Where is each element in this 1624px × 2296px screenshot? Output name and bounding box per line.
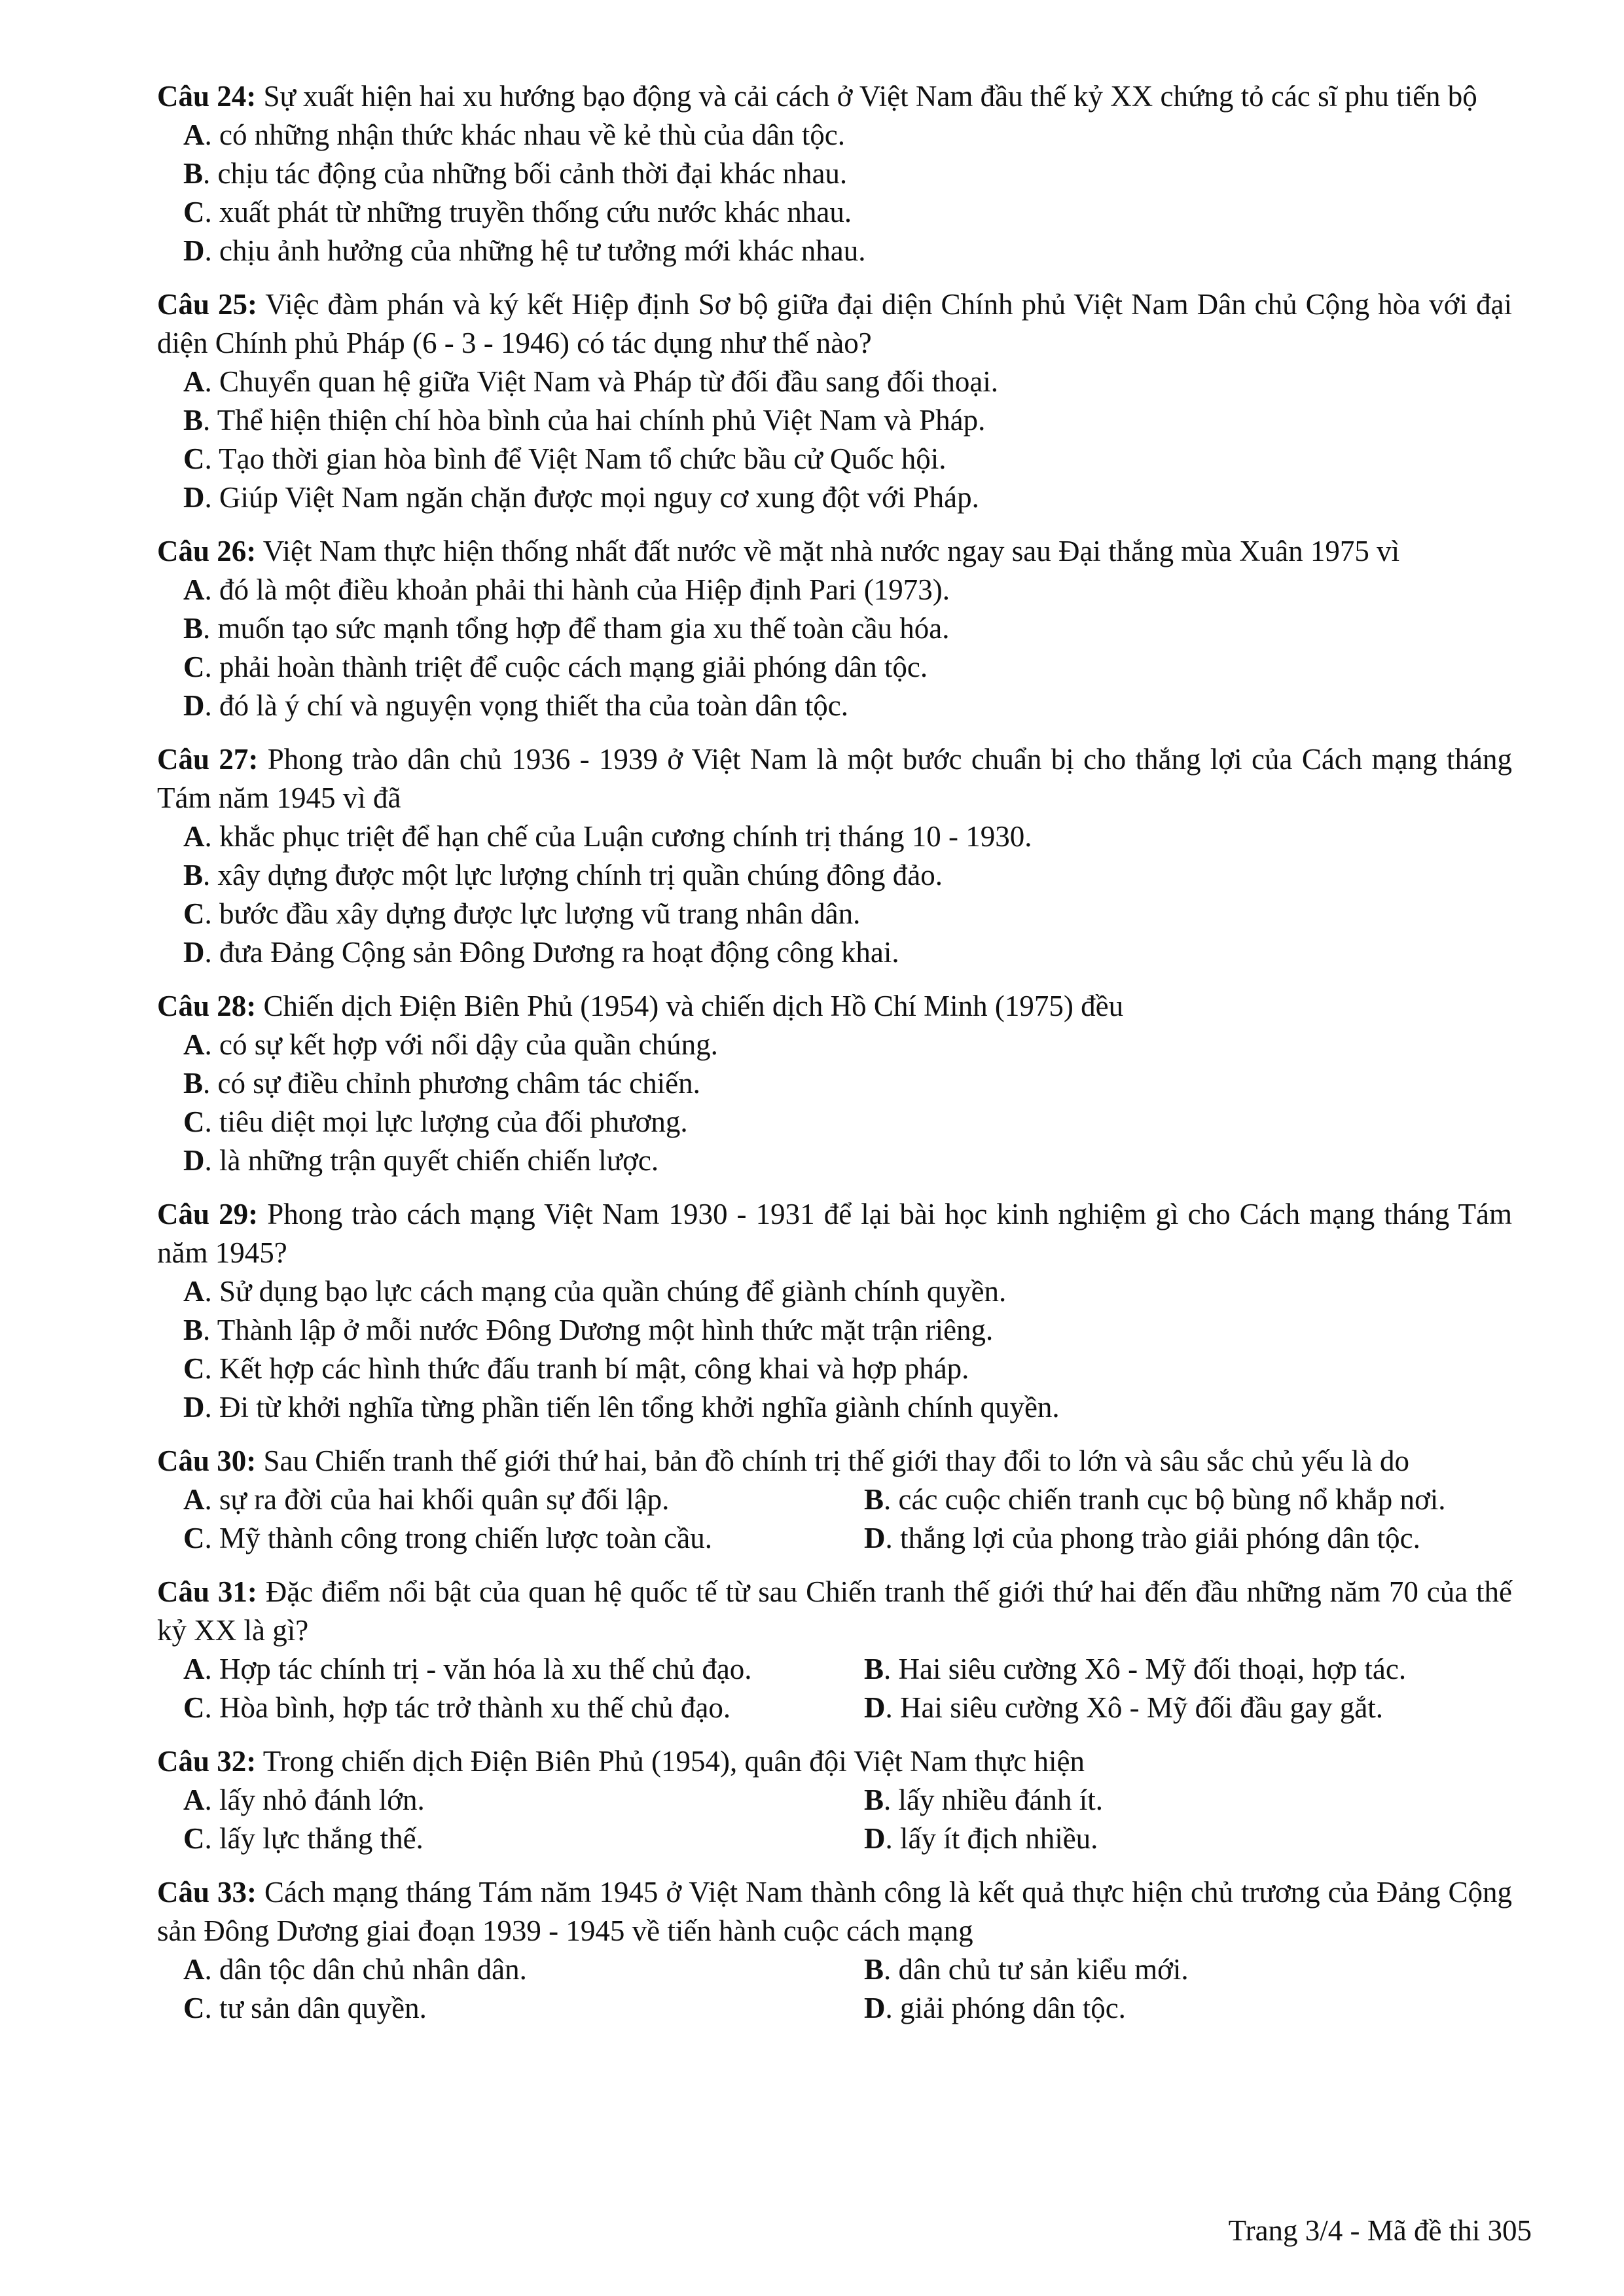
question-number: Câu 25:	[157, 288, 258, 321]
option-text: . sự ra đời của hai khối quân sự đối lập.	[204, 1483, 670, 1516]
option-letter: B	[183, 1067, 204, 1100]
option-letter: C	[183, 897, 205, 930]
option-d	[183, 1388, 1512, 1427]
option-c	[183, 440, 1512, 478]
question-text: Cách mạng tháng Tám năm 1945 ở Việt Nam thành công là kết quả thực hiện chủ trương của Đảng Cộng sản Đông Dương giai đoạn 1939 - 1945 về tiến hành cuộc cách mạng	[157, 1876, 1513, 1947]
option-letter: A	[183, 1953, 205, 1986]
question-number: Câu 24:	[157, 80, 257, 113]
option-c	[183, 193, 1512, 232]
option-c	[183, 895, 1512, 933]
option-text: . Hòa bình, hợp tác trở thành xu thế chủ đạo.	[204, 1691, 731, 1724]
question-text: Chiến dịch Điện Biên Phủ (1954) và chiến dịch Hồ Chí Minh (1975) đều	[263, 990, 1124, 1022]
options-grid	[157, 1781, 1512, 1858]
option-a	[183, 1026, 1512, 1064]
option-letter: B	[864, 1784, 884, 1816]
question-32	[157, 1742, 1512, 1858]
question-33	[157, 1873, 1512, 2028]
options-grid	[157, 1480, 1512, 1558]
page-footer: Trang 3/4 - Mã đề thi 305	[1228, 2214, 1532, 2247]
option-c	[183, 1350, 1512, 1388]
option-text: . là những trận quyết chiến chiến lược.	[204, 1144, 659, 1177]
option-text: . tiêu diệt mọi lực lượng của đối phương.	[204, 1105, 688, 1138]
question-text: Việt Nam thực hiện thống nhất đất nước về mặt nhà nước ngay sau Đại thắng mùa Xuân 1975 vì	[262, 535, 1400, 567]
option-letter: D	[183, 936, 205, 969]
option-letter: B	[864, 1483, 884, 1516]
question-text: Sau Chiến tranh thế giới thứ hai, bản đồ chính trị thế giới thay đổi to lớn và sâu sắc chủ yếu là do	[263, 1444, 1409, 1477]
option-letter: C	[183, 1691, 205, 1724]
option-text: . giải phóng dân tộc.	[885, 1992, 1126, 2024]
option-letter: D	[183, 1144, 205, 1177]
option-a	[183, 1781, 864, 1820]
option-text: . đó là ý chí và nguyện vọng thiết tha của toàn dân tộc.	[204, 689, 848, 722]
question-number: Câu 33:	[157, 1876, 257, 1909]
option-letter: B	[183, 612, 204, 645]
option-letter: C	[183, 1822, 205, 1855]
question-number: Câu 31:	[157, 1575, 257, 1608]
question-stem	[157, 532, 1512, 571]
option-a	[183, 1650, 864, 1689]
question-26	[157, 532, 1512, 725]
option-text: . lấy nhỏ đánh lớn.	[204, 1784, 425, 1816]
option-text: . lấy nhiều đánh ít.	[884, 1784, 1103, 1816]
option-text: . Giúp Việt Nam ngăn chặn được mọi nguy cơ xung đột với Pháp.	[204, 481, 979, 514]
option-text: . Chuyển quan hệ giữa Việt Nam và Pháp từ đối đầu sang đối thoại.	[204, 365, 999, 398]
question-text: Trong chiến dịch Điện Biên Phủ (1954), quân đội Việt Nam thực hiện	[262, 1745, 1085, 1778]
question-stem	[157, 1442, 1512, 1480]
options-list	[157, 363, 1512, 517]
question-number: Câu 27:	[157, 743, 259, 776]
question-27	[157, 740, 1512, 972]
option-letter: B	[183, 157, 204, 190]
options-grid	[157, 1950, 1512, 2028]
question-stem	[157, 1873, 1512, 1950]
option-letter: D	[183, 234, 205, 267]
option-text: . xây dựng được một lực lượng chính trị quần chúng đông đảo.	[203, 859, 943, 891]
question-stem	[157, 1195, 1512, 1272]
option-text: . dân chủ tư sản kiểu mới.	[884, 1953, 1189, 1986]
question-stem	[157, 1573, 1512, 1650]
option-text: . có sự điều chỉnh phương châm tác chiến.	[203, 1067, 700, 1100]
option-text: . Thành lập ở mỗi nước Đông Dương một hình thức mặt trận riêng.	[203, 1314, 994, 1346]
question-31	[157, 1573, 1512, 1727]
option-text: . các cuộc chiến tranh cục bộ bùng nổ khắp nơi.	[884, 1483, 1446, 1516]
option-letter: B	[183, 859, 204, 891]
option-text: . Hai siêu cường Xô - Mỹ đối thoại, hợp tác.	[884, 1653, 1407, 1685]
options-list	[157, 1272, 1512, 1427]
option-text: . tư sản dân quyền.	[204, 1992, 427, 2024]
option-c	[183, 1820, 864, 1858]
option-text: . Sử dụng bạo lực cách mạng của quần chúng để giành chính quyền.	[204, 1275, 1007, 1308]
option-a	[183, 571, 1512, 609]
option-letter: A	[183, 1483, 205, 1516]
option-b	[183, 609, 1512, 648]
option-d	[864, 1820, 1519, 1858]
question-stem	[157, 740, 1512, 817]
option-a	[183, 817, 1512, 856]
option-letter: D	[183, 481, 205, 514]
option-letter: C	[183, 1992, 205, 2024]
option-letter: D	[183, 689, 205, 722]
option-b	[183, 1311, 1512, 1350]
question-stem	[157, 285, 1512, 363]
option-text: . lấy lực thắng thế.	[204, 1822, 424, 1855]
option-text: . Kết hợp các hình thức đấu tranh bí mật, công khai và hợp pháp.	[204, 1352, 969, 1385]
option-a	[183, 1950, 864, 1989]
option-a	[183, 363, 1512, 401]
option-text: . khắc phục triệt để hạn chế của Luận cương chính trị tháng 10 - 1930.	[204, 820, 1032, 853]
question-stem	[157, 77, 1512, 116]
option-text: . Hai siêu cường Xô - Mỹ đối đầu gay gắt.	[885, 1691, 1384, 1724]
option-text: . chịu ảnh hưởng của những hệ tư tưởng mới khác nhau.	[204, 234, 866, 267]
option-letter: B	[183, 1314, 204, 1346]
question-text: Đặc điểm nổi bật của quan hệ quốc tế từ sau Chiến tranh thế giới thứ hai đến đầu những năm 70 của thế kỷ XX là gì?	[157, 1575, 1512, 1647]
option-c	[183, 1689, 864, 1727]
options-list	[157, 571, 1512, 725]
option-letter: A	[183, 1653, 205, 1685]
option-letter: A	[183, 1784, 205, 1816]
option-d	[864, 1519, 1519, 1558]
option-text: . đưa Đảng Cộng sản Đông Dương ra hoạt động công khai.	[204, 936, 899, 969]
option-b	[183, 1064, 1512, 1103]
option-d	[864, 1989, 1519, 2028]
option-letter: C	[183, 1522, 205, 1554]
option-text: . xuất phát từ những truyền thống cứu nước khác nhau.	[204, 196, 852, 228]
question-28	[157, 987, 1512, 1180]
question-number: Câu 30:	[157, 1444, 257, 1477]
option-letter: A	[183, 365, 205, 398]
option-letter: D	[864, 1822, 886, 1855]
option-a	[183, 1480, 864, 1519]
option-d	[183, 933, 1512, 972]
exam-page	[157, 77, 1512, 2043]
options-list	[157, 1026, 1512, 1180]
option-text: . bước đầu xây dựng được lực lượng vũ trang nhân dân.	[204, 897, 861, 930]
option-text: . thắng lợi của phong trào giải phóng dân tộc.	[885, 1522, 1420, 1554]
option-d	[183, 687, 1512, 725]
question-stem	[157, 987, 1512, 1026]
options-grid	[157, 1650, 1512, 1727]
option-d	[183, 232, 1512, 270]
option-letter: C	[183, 1105, 205, 1138]
option-text: . Thể hiện thiện chí hòa bình của hai chính phủ Việt Nam và Pháp.	[203, 404, 986, 437]
option-text: . có sự kết hợp với nổi dậy của quần chúng.	[204, 1028, 718, 1061]
question-24	[157, 77, 1512, 270]
option-letter: C	[183, 442, 205, 475]
option-a	[183, 1272, 1512, 1311]
question-text: Phong trào cách mạng Việt Nam 1930 - 1931 để lại bài học kinh nghiệm gì cho Cách mạng tháng Tám năm 1945?	[157, 1198, 1512, 1269]
option-c	[183, 1519, 864, 1558]
question-text: Việc đàm phán và ký kết Hiệp định Sơ bộ giữa đại diện Chính phủ Việt Nam Dân chủ Cộng hòa với đại diện Chính phủ Pháp (6 - 3 - 1946) có tác dụng như thế nào?	[157, 288, 1512, 359]
option-letter: A	[183, 820, 205, 853]
option-letter: C	[183, 196, 205, 228]
option-letter: A	[183, 573, 205, 606]
option-letter: B	[864, 1953, 884, 1986]
question-30	[157, 1442, 1512, 1558]
option-letter: C	[183, 1352, 205, 1385]
option-letter: B	[183, 404, 204, 437]
option-letter: D	[864, 1522, 886, 1554]
option-text: . Đi từ khởi nghĩa từng phần tiến lên tổng khởi nghĩa giành chính quyền.	[204, 1391, 1060, 1424]
option-d	[183, 478, 1512, 517]
option-text: . dân tộc dân chủ nhân dân.	[204, 1953, 527, 1986]
option-letter: D	[183, 1391, 205, 1424]
option-letter: D	[864, 1992, 886, 2024]
option-b	[183, 401, 1512, 440]
option-text: . có những nhận thức khác nhau về kẻ thù của dân tộc.	[204, 118, 845, 151]
options-list	[157, 116, 1512, 270]
option-b	[183, 154, 1512, 193]
option-c	[183, 648, 1512, 687]
option-letter: A	[183, 1275, 205, 1308]
question-number: Câu 32:	[157, 1745, 257, 1778]
option-text: . Tạo thời gian hòa bình để Việt Nam tổ chức bầu cử Quốc hội.	[204, 442, 947, 475]
option-letter: A	[183, 118, 205, 151]
option-c	[183, 1103, 1512, 1141]
option-letter: C	[183, 651, 205, 683]
option-b	[864, 1650, 1519, 1689]
option-text: . đó là một điều khoản phải thi hành của Hiệp định Pari (1973).	[204, 573, 950, 606]
option-text: . chịu tác động của những bối cảnh thời đại khác nhau.	[203, 157, 848, 190]
option-text: . Hợp tác chính trị - văn hóa là xu thế chủ đạo.	[204, 1653, 752, 1685]
option-letter: B	[864, 1653, 884, 1685]
option-letter: D	[864, 1691, 886, 1724]
option-b	[183, 856, 1512, 895]
question-text: Phong trào dân chủ 1936 - 1939 ở Việt Nam là một bước chuẩn bị cho thắng lợi của Cách mạng tháng Tám năm 1945 vì đã	[157, 743, 1512, 814]
option-letter: A	[183, 1028, 205, 1061]
question-text: Sự xuất hiện hai xu hướng bạo động và cải cách ở Việt Nam đầu thế kỷ XX chứng tỏ các sĩ phu tiến bộ	[263, 80, 1477, 113]
question-29	[157, 1195, 1512, 1427]
option-text: . Mỹ thành công trong chiến lược toàn cầu.	[204, 1522, 712, 1554]
question-25	[157, 285, 1512, 517]
option-b	[864, 1950, 1519, 1989]
question-number: Câu 29:	[157, 1198, 259, 1230]
options-list	[157, 817, 1512, 972]
option-a	[183, 116, 1512, 154]
option-d	[864, 1689, 1519, 1727]
option-b	[864, 1480, 1519, 1519]
question-number: Câu 26:	[157, 535, 257, 567]
question-stem	[157, 1742, 1512, 1781]
question-number: Câu 28:	[157, 990, 257, 1022]
option-text: . lấy ít địch nhiều.	[885, 1822, 1098, 1855]
option-text: . phải hoàn thành triệt để cuộc cách mạng giải phóng dân tộc.	[204, 651, 928, 683]
option-d	[183, 1141, 1512, 1180]
option-text: . muốn tạo sức mạnh tổng hợp để tham gia xu thế toàn cầu hóa.	[203, 612, 950, 645]
option-c	[183, 1989, 864, 2028]
option-b	[864, 1781, 1519, 1820]
